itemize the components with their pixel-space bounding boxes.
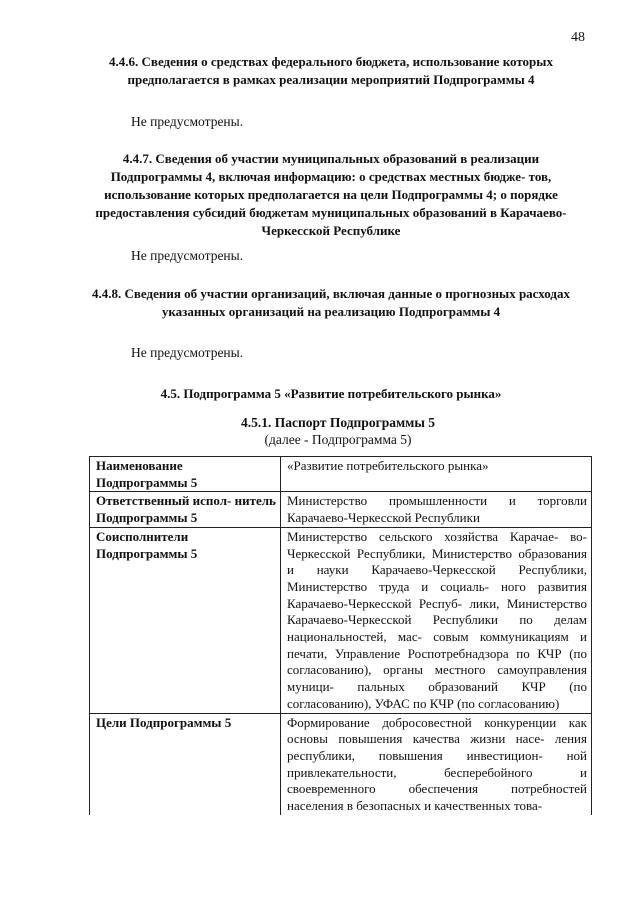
row-value: «Развитие потребительского рынка» [281,457,592,492]
table-row [90,457,592,492]
table-row [90,492,592,527]
row-label: Соисполнители Подпрограммы 5 [90,527,281,713]
section-4-4-8-text: Не предусмотрены. [131,345,244,360]
section-4-4-7-text: Не предусмотрены. [131,248,244,263]
row-value: Министерство промышленности и торговли Карачаево-Черкесской Республики [281,492,592,527]
passport-title: 4.5.1. Паспорт Подпрограммы 5 [240,415,436,430]
passport-table [89,456,592,815]
section-4-4-7-title: 4.4.7. Сведения об участии муниципальных образований в реализации Подпрограммы 4, включая информацию: о средствах местных бюдже- тов, использование которых предполагается на цели Подпрограммы 4; о порядке предоставления субсидий бюджетам муниципальных образований в Карачаево-Черкесской Республике [95,151,567,238]
section-4-4-6-title: 4.4.6. Сведения о средствах федерального бюджета, использование которых предполагается в рамках реализации мероприятий Подпрограммы 4 [109,54,553,87]
subprogram-5-heading: 4.5. Подпрограмма 5 «Развитие потребительского рынка» [160,386,502,401]
row-value: Министерство сельского хозяйства Карачае- во-Черкесской Республики, Министерство образования и науки Карачаево-Черкесской Республики, Министерство труда и социаль- ного развития Карачаево-Черкесской Респуб- лики, Министерство Карачаево-Черкесской Республики по делам национальностей, мас- совым коммуникациям и печати, Управление Роспотребнадзора по КЧР (по согласованию), органы местного самоуправления муници- пальных образований КЧР (по согласованию), УФАС по КЧР (по согласованию) [281,527,592,713]
passport-subtitle: (далее - Подпрограмма 5) [264,432,412,447]
row-label: Цели Подпрограммы 5 [90,713,281,815]
section-4-4-8-title: 4.4.8. Сведения об участии организаций, включая данные о прогнозных расходах указанных организаций на реализацию Подпрограммы 4 [92,286,570,319]
row-label: Наименование Подпрограммы 5 [90,457,281,492]
row-value: Формирование добросовестной конкуренции как основы повышения качества жизни насе- ления республики, повышения инвестицион- ной привлекательности, бесперебойного и своевременного обеспечения потребностей населения в безопасных и качественных това- [281,713,592,815]
table-row [90,713,592,815]
section-4-4-6-text: Не предусмотрены. [131,114,244,129]
page-number: 48 [571,30,585,45]
passport-title-block [190,414,486,448]
row-label: Ответственный испол- нитель Подпрограммы 5 [90,492,281,527]
table-row [90,527,592,713]
